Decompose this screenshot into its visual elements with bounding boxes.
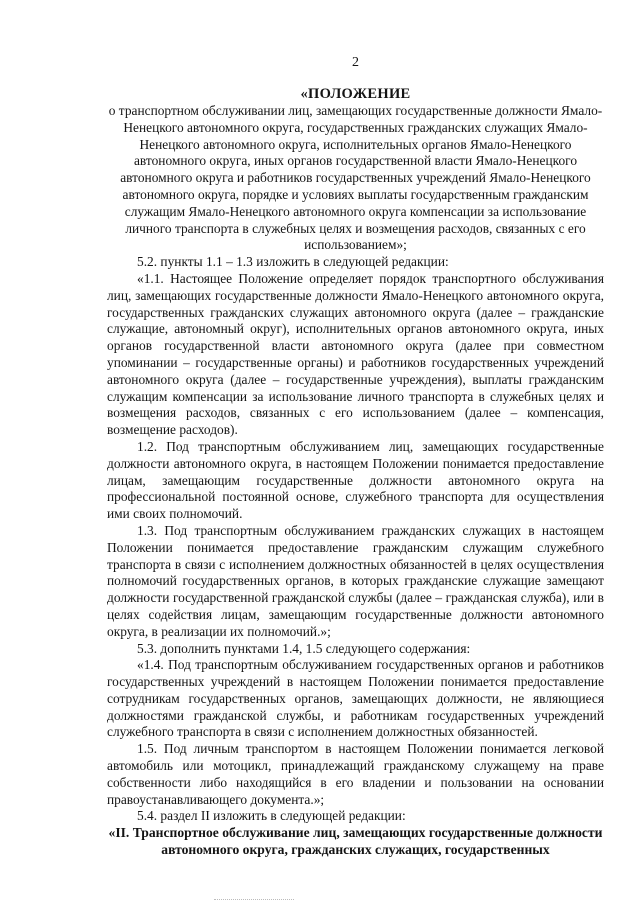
paragraph-1-1: «1.1. Настоящее Положение определяет порядок транспортного обслуживания лиц, замещающих государственные должности Ямало-Ненецкого автономного округа, государственных гражданских служащих автономного округа (далее – гражданские служащие, автономный округ), исполнительных органов автономного округа, иных органов государственной власти автономного округа (далее при совместном упоминании – государственные органы) и работников государственных учреждений автономного округа (далее – государственные учреждения), выплаты гражданским служащим компенсации за использование личного транспорта в служебных целях и возмещения расходов, связанных с его использованием (далее – компенсация, возмещение расходов).: [107, 270, 604, 438]
paragraph-5-4: 5.4. раздел II изложить в следующей редакции:: [137, 808, 406, 824]
paragraph-1-3: 1.3. Под транспортным обслуживанием гражданских служащих в настоящем Положении понимается предоставление гражданским служащим служебного транспорта в связи с исполнением должностных обязанностей в целях осуществления полномочий государственных органов, в которых гражданские служащие замещают должности государственной гражданской службы (далее – гражданская служба), или в целях содействия лицам, замещающим государственные должности автономного округа, в реализации их полномочий.»;: [107, 522, 604, 639]
paragraph-5-3: 5.3. дополнить пунктами 1.4, 1.5 следующего содержания:: [137, 640, 471, 656]
document-title: «ПОЛОЖЕНИЕ: [300, 86, 411, 102]
section-heading: «II. Транспортное обслуживание лиц, замещающих государственные должности автономного округа, гражданских служащих, государственных: [108, 825, 603, 858]
paragraph-1-4: «1.4. Под транспортным обслуживанием государственных органов и работников государственных учреждений в настоящем Положении понимается предоставление сотрудникам государственных органов, замещающих должности, не являющиеся должностями гражданской службы, и работникам государственных учреждений служебного транспорта в связи с исполнением должностных обязанностей.: [107, 657, 604, 740]
document-subtitle: о транспортном обслуживании лиц, замещающих государственные должности Ямало-Ненецкого автономного округа, государственных гражданских служащих Ямало-Ненецкого автономного округа, исполнительных органов Ямало-Ненецкого автономного округа, иных органов государственной власти Ямало-Ненецкого автономного округа и работников государственных учреждений Ямало-Ненецкого автономного округа, порядке и условиях выплаты государственным гражданским служащим Ямало-Ненецкого автономного округа компенсации за использование личного транспорта в служебных целях и возмещения расходов, связанных с его использованием»;: [108, 103, 603, 253]
paragraph-5-2: 5.2. пункты 1.1 – 1.3 изложить в следующей редакции:: [137, 254, 449, 270]
page-number: 2: [352, 55, 359, 70]
paragraph-1-5: 1.5. Под личным транспортом в настоящем Положении понимается легковой автомобиль или мотоцикл, принадлежащий гражданскому служащему на праве собственности либо находящийся в его владении и пользовании на основании правоустанавливающего документа.»;: [107, 741, 604, 807]
paragraph-1-2: 1.2. Под транспортным обслуживанием лиц, замещающих государственные должности автономного округа, в настоящем Положении понимается предоставление лицам, замещающим государственные должности автономного округа на профессиональной постоянной основе, служебного транспорта для осуществления ими своих полномочий.: [107, 438, 604, 522]
scan-artifact-divider: [214, 899, 294, 903]
